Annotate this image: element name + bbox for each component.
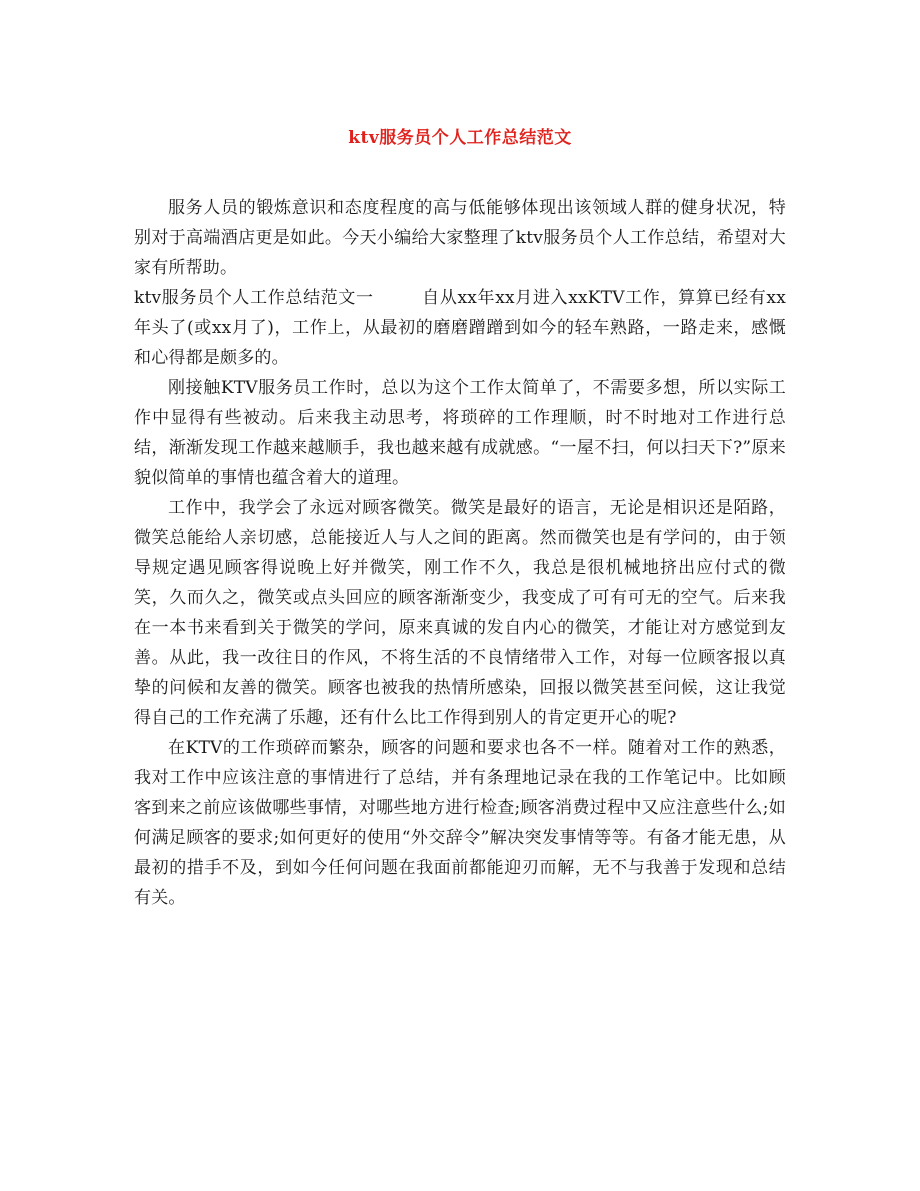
paragraph-text: 在KTV的工作琐碎而繁杂，顾客的问题和要求也各不一样。随着对工作的熟悉，我对工作中应该注意的事情进行了总结，并有条理地记录在我的工作笔记中。比如顾客到来之前应该做哪些事情，对哪些地方进行检查;顾客消费过程中又应注意些什么;如何满足顾客的要求;如何更好的使用“外交辞令”解决突发事情等等。有备才能无患，从最初的措手不及，到如今任何问题在我面前都能迎刃而解，无不与我善于发现和总结有关。 <box>134 738 786 908</box>
paragraph-intro <box>134 193 786 283</box>
document-body <box>134 193 786 913</box>
paragraph-text: 刚接触KTV服务员工作时，总以为这个工作太简单了，不需要多想，所以实际工作中显得有些被动。后来我主动思考，将琐碎的工作理顺，时不时地对工作进行总结，渐渐发现工作越来越顺手，我也越来越有成就感。“一屋不扫，何以扫天下?”原来貌似简单的事情也蕴含着大的道理。 <box>134 378 786 488</box>
paragraph-summary <box>134 733 786 913</box>
document-page <box>134 0 786 1191</box>
section-heading: ktv服务员个人工作总结范文一 <box>134 288 374 308</box>
paragraph-text: 服务人员的锻炼意识和态度程度的高与低能够体现出该领域人群的健身状况，特别对于高端酒店更是如此。今天小编给大家整理了ktv服务员个人工作总结，希望对大家有所帮助。 <box>134 198 786 278</box>
paragraph-smile <box>134 493 786 733</box>
paragraph-text: 自从xx年xx月进入xxKTV工作，算算已经有xx年头了(或xx月了)，工作上，从最初的磨磨蹭蹭到如今的轻车熟路，一路走来，感慨和心得都是颇多的。 <box>134 288 786 368</box>
paragraph-first-contact <box>134 373 786 493</box>
document-title: ktv服务员个人工作总结范文 <box>348 128 572 148</box>
paragraph-text: 工作中，我学会了永远对顾客微笑。微笑是最好的语言，无论是相识还是陌路，微笑总能给人亲切感，总能接近人与人之间的距离。然而微笑也是有学问的，由于领导规定遇见顾客得说晚上好并微笑，刚工作不久，我总是很机械地挤出应付式的微笑，久而久之，微笑或点头回应的顾客渐渐变少，我变成了可有可无的空气。后来我在一本书来看到关于微笑的学问，原来真诚的发自内心的微笑，才能让对方感觉到友善。从此，我一改往日的作风，不将生活的不良情绪带入工作，对每一位顾客报以真挚的问候和友善的微笑。顾客也被我的热情所感染，回报以微笑甚至问候，这让我觉得自己的工作充满了乐趣，还有什么比工作得到别人的肯定更开心的呢? <box>134 498 786 728</box>
paragraph-section-one <box>134 283 786 373</box>
